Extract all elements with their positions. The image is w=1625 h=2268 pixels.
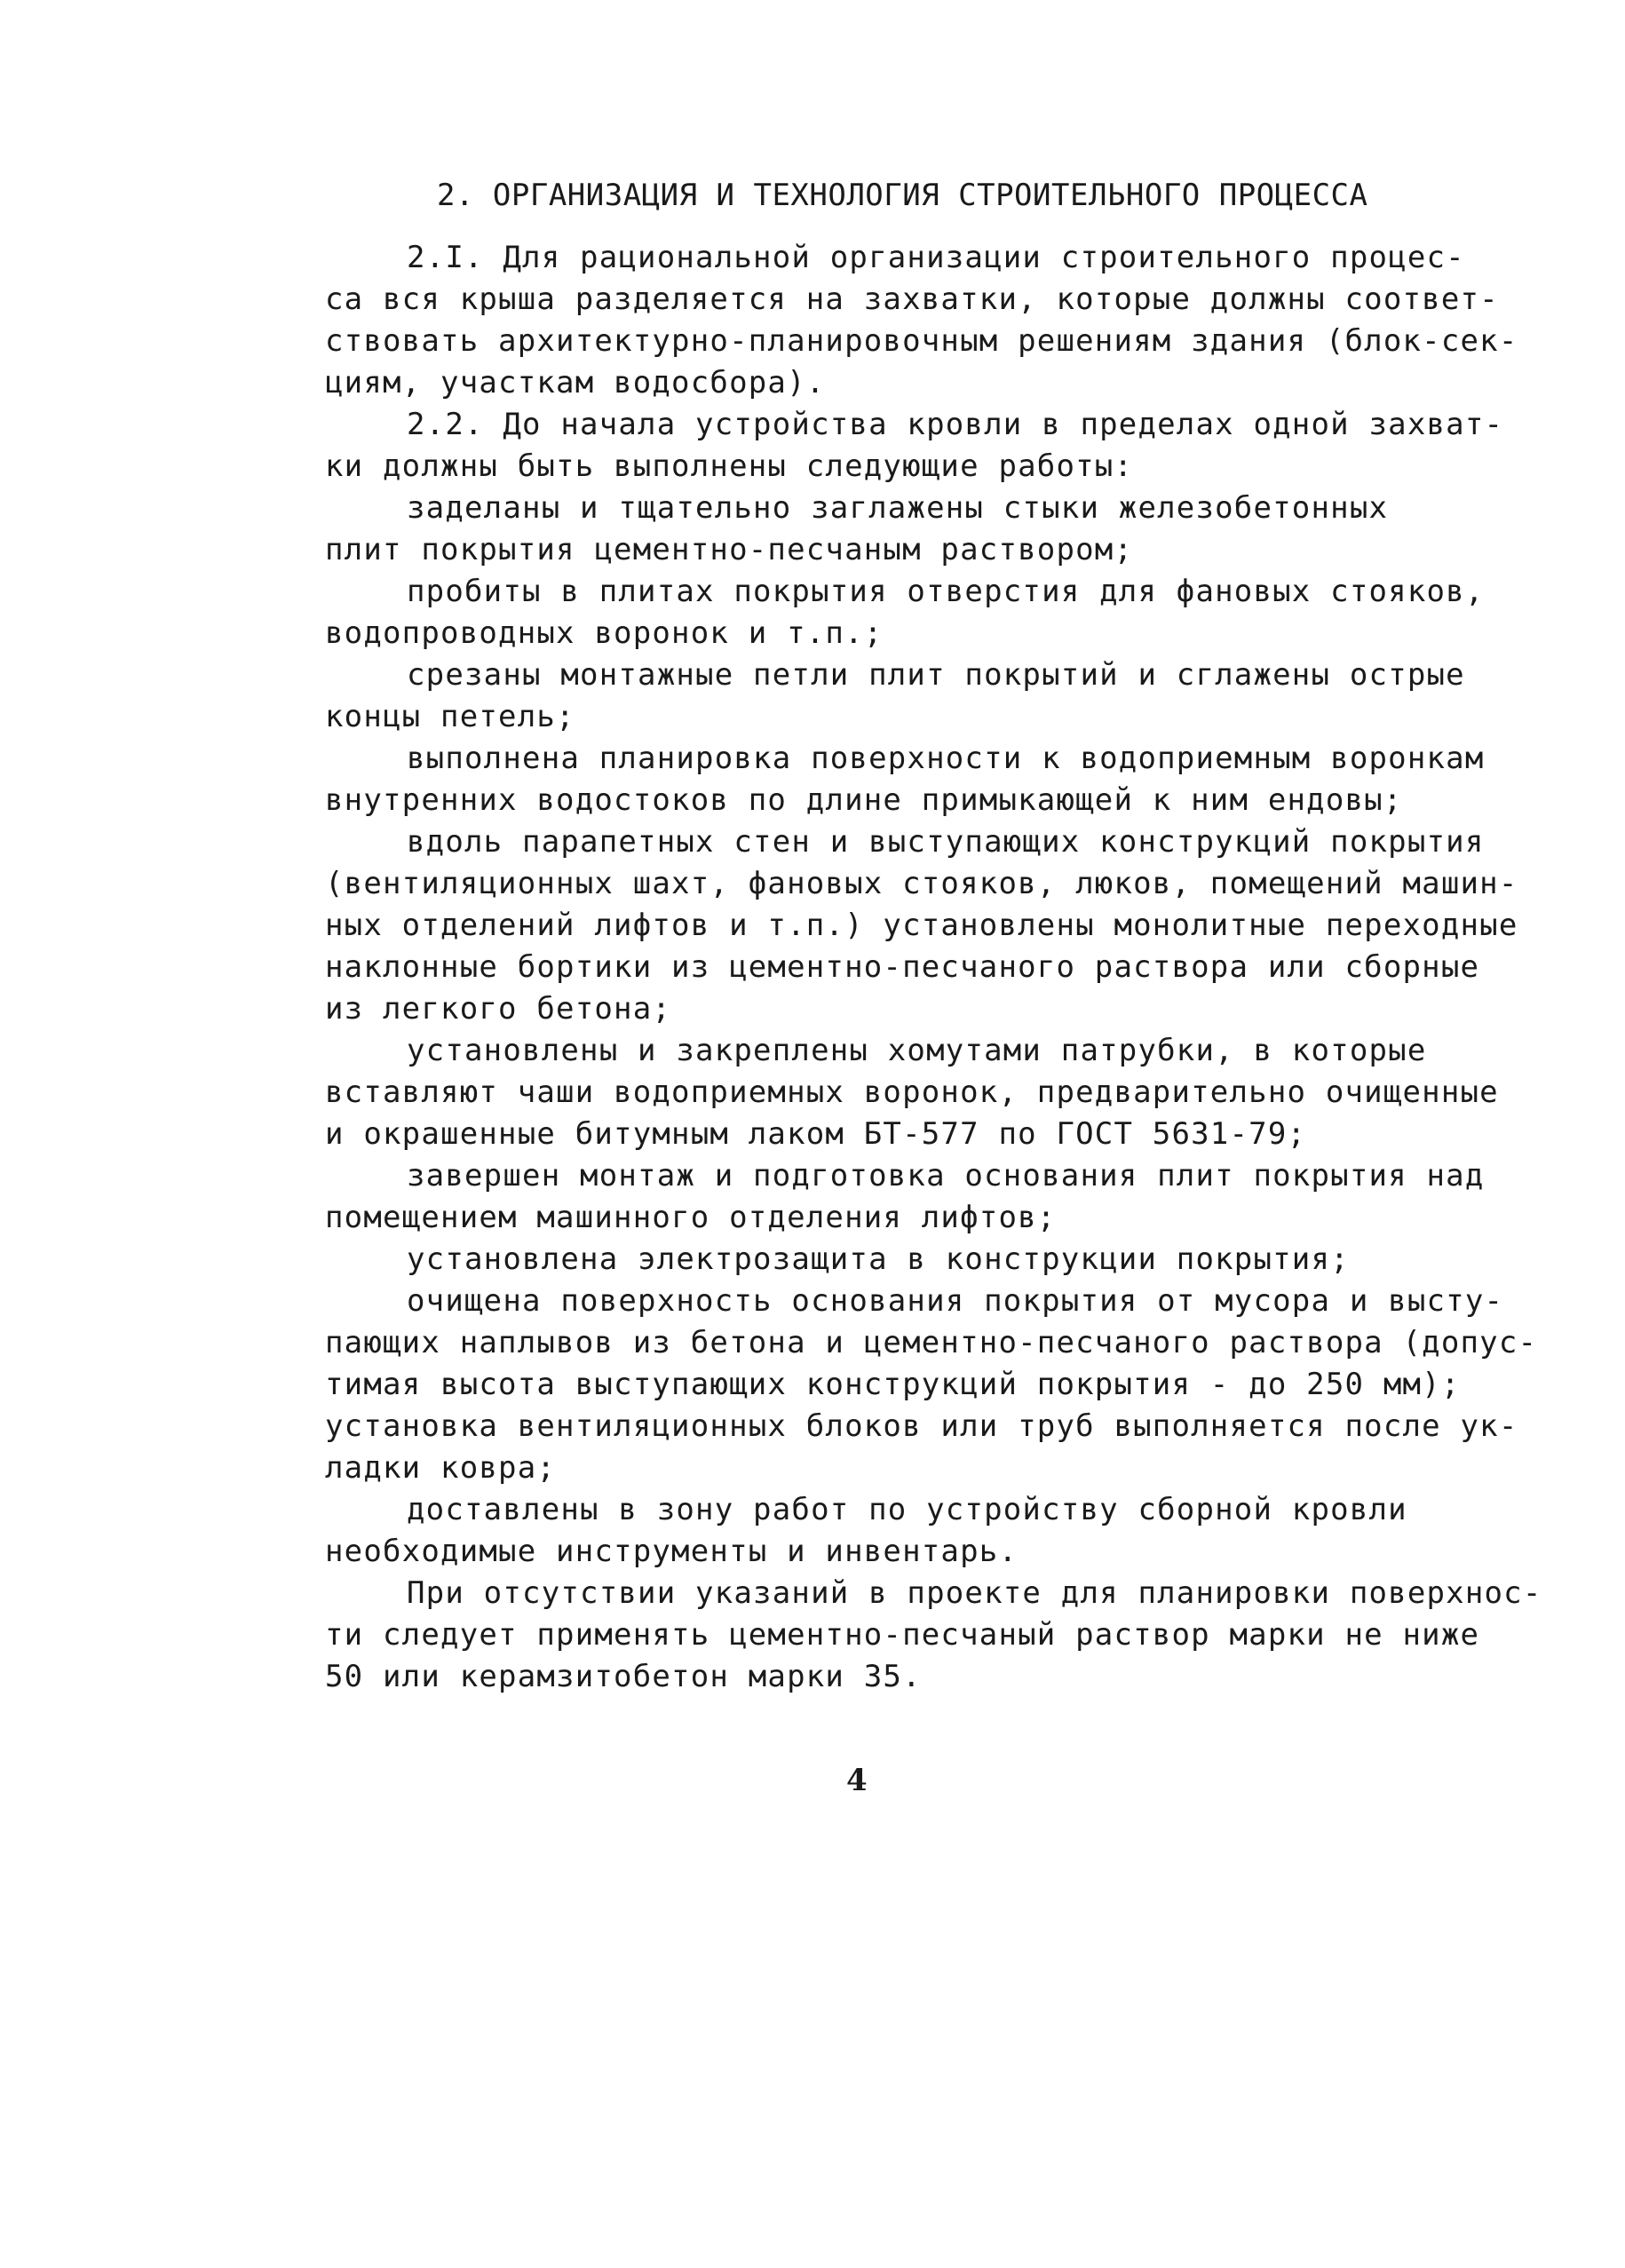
- paragraph-line: циям, участкам водосбора).: [325, 365, 826, 400]
- list-item-line: и окрашенные битумным лаком БТ-577 по ГОСТ 5631-79;: [325, 1116, 1307, 1152]
- list-item-line: ных отделений лифтов и т.п.) установлены монолитные переходные: [325, 908, 1518, 943]
- list-item-line: пающих наплывов из бетона и цементно-песчаного раствора (допус-: [325, 1325, 1538, 1360]
- paragraph-line: 2.2. До начала устройства кровли в пределах одной захват-: [407, 407, 1504, 442]
- list-item-line: водопроводных воронок и т.п.;: [325, 615, 884, 651]
- list-item-line: концы петель;: [325, 699, 575, 734]
- list-item-line: установлены и закреплены хомутами патрубки, в которые: [407, 1033, 1427, 1068]
- list-item-line: срезаны монтажные петли плит покрытий и сглажены острые: [407, 657, 1465, 693]
- paragraph-line: ки должны быть выполнены следующие работы:: [325, 448, 1134, 484]
- list-item-line: плит покрытия цементно-песчаным раствором;: [325, 532, 1134, 567]
- list-item-line: ладки ковра;: [325, 1450, 557, 1486]
- list-item-line: необходимые инструменты и инвентарь.: [325, 1534, 1019, 1569]
- paragraph-line: 50 или керамзитобетон марки 35.: [325, 1659, 922, 1694]
- list-item-line: установка вентиляционных блоков или труб выполняется после ук-: [325, 1408, 1518, 1444]
- list-item-line: из легкого бетона;: [325, 991, 672, 1027]
- list-item-line: вдоль парапетных стен и выступающих конструкций покрытия: [407, 824, 1485, 860]
- paragraph-line: 2.I. Для рациональной организации строительного процес-: [407, 240, 1465, 275]
- list-item-line: выполнена планировка поверхности к водоприемным воронкам: [407, 741, 1485, 776]
- list-item-line: (вентиляционных шахт, фановых стояков, люков, помещений машин-: [325, 866, 1518, 901]
- section-title: 2. ОРГАНИЗАЦИЯ И ТЕХНОЛОГИЯ СТРОИТЕЛЬНОГО ПРОЦЕССА: [437, 178, 1368, 213]
- page-number: 4: [846, 1763, 868, 1798]
- list-item-line: очищена поверхность основания покрытия от мусора и высту-: [407, 1283, 1504, 1319]
- list-item-line: завершен монтаж и подготовка основания плит покрытия над: [407, 1158, 1485, 1193]
- list-item-line: наклонные бортики из цементно-песчаного раствора или сборные: [325, 949, 1480, 985]
- paragraph-line: ствовать архитектурно-планировочным решениям здания (блок-сек-: [325, 323, 1518, 359]
- paragraph-line: са вся крыша разделяется на захватки, которые должны соответ-: [325, 282, 1499, 317]
- list-item-line: помещением машинного отделения лифтов;: [325, 1200, 1057, 1235]
- list-item-line: тимая высота выступающих конструкций покрытия - до 250 мм);: [325, 1367, 1461, 1402]
- list-item-line: заделаны и тщательно заглажены стыки железобетонных: [407, 490, 1389, 526]
- paragraph-line: При отсутствии указаний в проекте для планировки поверхнос-: [407, 1575, 1542, 1611]
- list-item-line: пробиты в плитах покрытия отверстия для фановых стояков,: [407, 574, 1485, 609]
- list-item-line: установлена электрозащита в конструкции покрытия;: [407, 1241, 1350, 1277]
- list-item-line: вставляют чаши водоприемных воронок, предварительно очищенные: [325, 1075, 1499, 1110]
- list-item-line: внутренних водостоков по длине примыкающей к ним ендовы;: [325, 782, 1403, 818]
- paragraph-line: ти следует применять цементно-песчаный раствор марки не ниже: [325, 1617, 1480, 1653]
- list-item-line: доставлены в зону работ по устройству сборной кровли: [407, 1492, 1407, 1527]
